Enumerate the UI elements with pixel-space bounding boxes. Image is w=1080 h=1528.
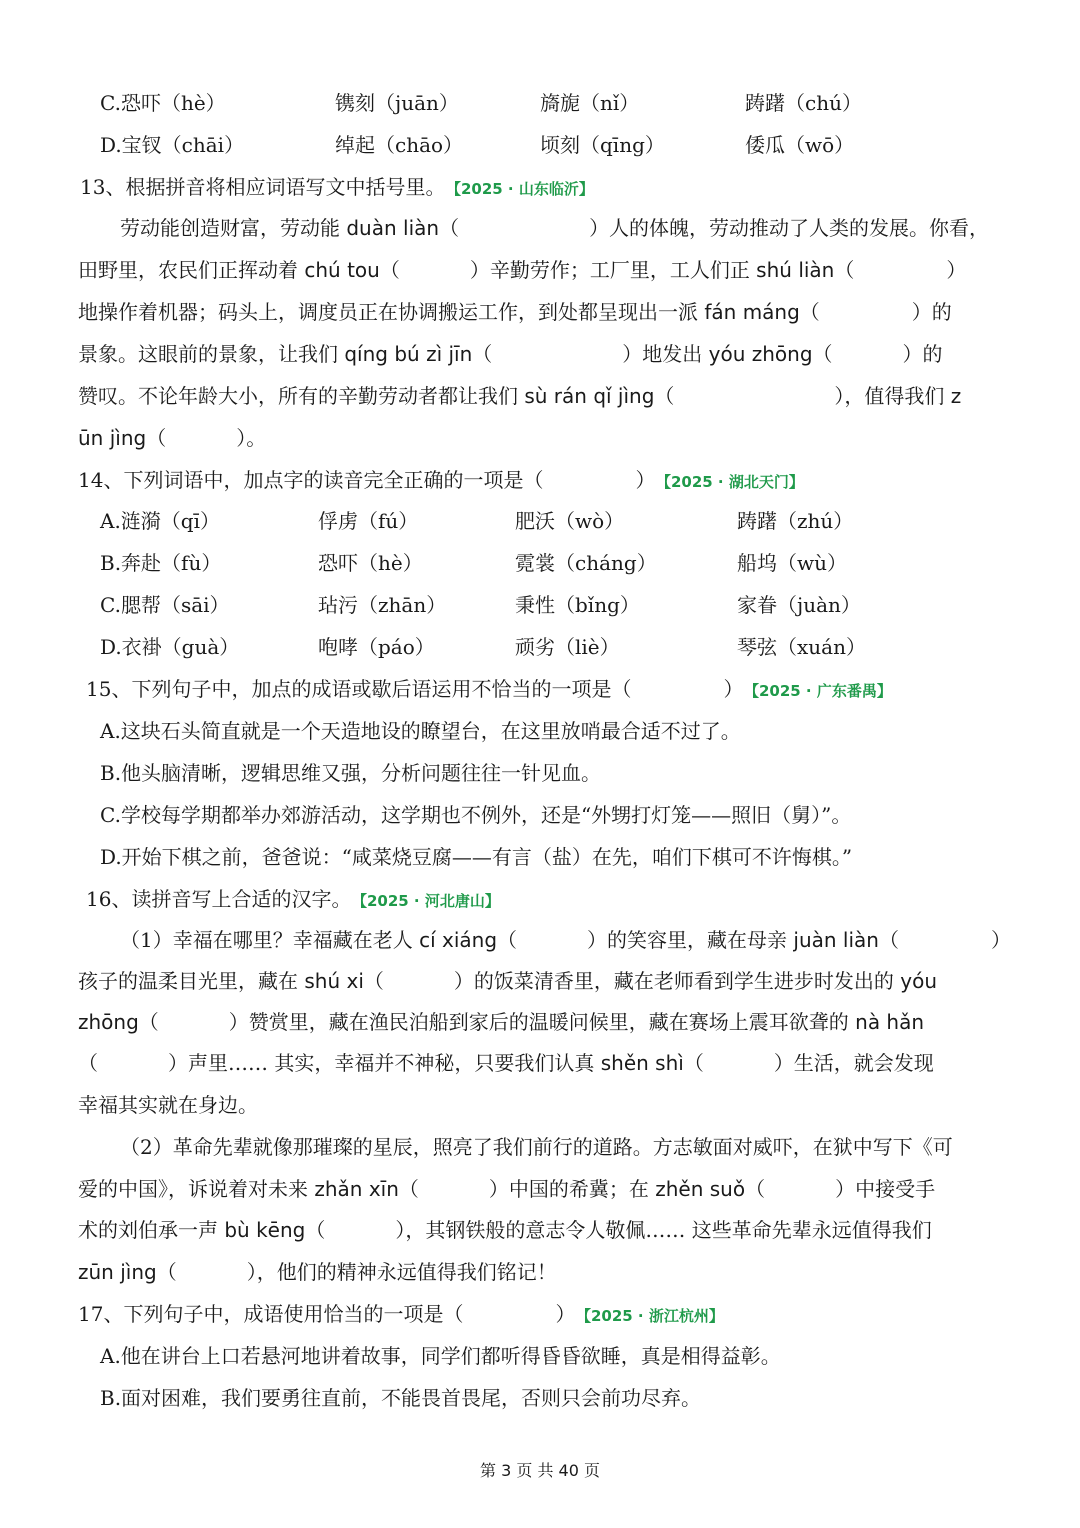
text: ）生活，就会发现 xyxy=(773,1051,934,1075)
q15-option-c: C.学校每学期都举办郊游活动，这学期也不例外，还是“外甥打灯笼——照旧（舅）”。 xyxy=(100,803,852,827)
pinyin: bù kēng xyxy=(218,1218,306,1242)
bracket: （ xyxy=(305,1218,326,1242)
q13-title-text: 13、根据拼音将相应词语写文中括号里。 xyxy=(80,175,446,199)
text: ）。 xyxy=(236,426,267,450)
pinyin: sù rán qǐ jìng xyxy=(518,384,655,408)
text: 术的刘伯承一声 xyxy=(78,1218,218,1242)
q13-line-1 xyxy=(120,213,989,243)
pinyin: yóu xyxy=(893,969,937,993)
q14-option-c-2: 玷污（zhān） xyxy=(318,593,447,617)
text: 幸福其实就在身边。 xyxy=(78,1093,258,1117)
text: ）人的体魄，劳动推动了人类的发展。你看， xyxy=(589,216,990,240)
bracket: ） xyxy=(946,258,967,282)
q12-option-d-3: 顷刻（qīng） xyxy=(540,133,665,157)
q13-line-3 xyxy=(78,297,952,327)
pinyin: yóu zhōng xyxy=(702,342,813,366)
q12-option-c-3: 旖旎（nǐ） xyxy=(540,91,640,115)
q16-p2-line-2 xyxy=(78,1174,935,1204)
pinyin: cí xiáng xyxy=(412,928,498,952)
q16-title-text: 16、读拼音写上合适的汉字。 xyxy=(86,887,352,911)
pinyin: zhěn suǒ xyxy=(648,1177,746,1201)
q14-option-a-1: A.涟漪（qī） xyxy=(100,509,220,533)
text: ）的 xyxy=(902,342,943,366)
text: ）声里…… 其实，幸福并不神秘，只要我们认真 xyxy=(168,1051,595,1075)
text: ）辛勤劳作；工厂里，工人们正 xyxy=(469,258,750,282)
text: ）中国的希冀；在 xyxy=(488,1177,649,1201)
q14-option-d-3: 顽劣（liè） xyxy=(515,635,620,659)
pinyin: qíng bú zì jīn xyxy=(338,342,473,366)
q14-option-b-3: 霓裳（cháng） xyxy=(515,551,657,575)
pinyin: nà hǎn xyxy=(848,1010,925,1034)
text: ）中接受手 xyxy=(835,1177,936,1201)
pinyin: shú liàn xyxy=(749,258,835,282)
q12-option-c-4: 踌躇（chú） xyxy=(745,91,862,115)
bracket: ） xyxy=(990,928,1011,952)
text: 赞叹。不论年龄大小，所有的辛勤劳动者都让我们 xyxy=(78,384,518,408)
q15-option-a: A.这块石头简直就是一个天造地设的瞭望台，在这里放哨最合适不过了。 xyxy=(100,719,741,743)
bracket: （ xyxy=(878,928,899,952)
page-footer: 第 3 页 共 40 页 xyxy=(480,1461,600,1480)
q14-option-b-1: B.奔赴（fù） xyxy=(100,551,222,575)
q13-line-6 xyxy=(78,423,266,453)
text: ）地发出 xyxy=(622,342,703,366)
text: ），值得我们 xyxy=(834,384,945,408)
q13-source-tag: 【2025 · 山东临沂】 xyxy=(453,180,594,198)
q16-p2-line-4 xyxy=(78,1257,557,1287)
text: 孩子的温柔目光里，藏在 xyxy=(78,969,298,993)
bracket: ） xyxy=(555,1302,576,1326)
pinyin: zhǎn xīn xyxy=(308,1177,399,1201)
q14-option-d-1: D.衣褂（guà） xyxy=(100,635,240,659)
bracket: （ xyxy=(497,928,518,952)
q16-p1-line-1 xyxy=(120,925,1011,955)
bracket: （ xyxy=(439,216,460,240)
text: ），他们的精神永远值得我们铭记！ xyxy=(246,1260,557,1284)
q17-source-tag: 【2025 · 浙江杭州】 xyxy=(583,1307,724,1325)
q15-title xyxy=(86,674,892,706)
pinyin: zūn jìng xyxy=(78,1260,157,1284)
text: ）的 xyxy=(911,300,952,324)
q14-source-tag: 【2025 · 湖北天门】 xyxy=(663,473,804,491)
q14-title-text: 14、下列词语中，加点字的读音完全正确的一项是（ xyxy=(78,468,544,492)
q12-option-d-2: 绰起（chāo） xyxy=(335,133,464,157)
text: ）的笑容里，藏在母亲 xyxy=(587,928,788,952)
pinyin: ūn jìng xyxy=(78,426,147,450)
pinyin: shěn shì xyxy=(594,1051,684,1075)
q13-title xyxy=(80,172,594,204)
q15-source-tag: 【2025 · 广东番禺】 xyxy=(751,682,892,700)
bracket: （ xyxy=(799,300,820,324)
bracket: （ xyxy=(138,1010,159,1034)
q14-option-d-4: 琴弦（xuán） xyxy=(737,635,866,659)
pinyin: juàn liàn xyxy=(787,928,879,952)
q17-title xyxy=(78,1299,724,1331)
pinyin: shú xi xyxy=(298,969,364,993)
pinyin: duàn liàn xyxy=(340,216,440,240)
bracket: （ xyxy=(78,1051,98,1075)
pinyin: z xyxy=(944,384,962,408)
q13-line-2 xyxy=(78,255,966,285)
bracket: （ xyxy=(398,1177,419,1201)
q14-title xyxy=(78,465,804,497)
q16-p1-line-2 xyxy=(78,966,937,996)
bracket: （ xyxy=(683,1051,704,1075)
pinyin: fán máng xyxy=(698,300,800,324)
text: （1）幸福在哪里？幸福藏在老人 xyxy=(120,928,413,952)
bracket: （ xyxy=(472,342,493,366)
q12-option-d-1: D.宝钗（chāi） xyxy=(100,133,245,157)
q16-p2-line-3 xyxy=(78,1215,932,1245)
text: 劳动能创造财富，劳动能 xyxy=(120,216,340,240)
q14-option-a-2: 俘虏（fú） xyxy=(318,509,419,533)
q12-option-d-4: 倭瓜（wō） xyxy=(745,133,855,157)
q14-option-c-1: C.腮帮（sāi） xyxy=(100,593,230,617)
q17-option-b: B.面对困难，我们要勇往直前，不能畏首畏尾，否则只会前功尽弃。 xyxy=(100,1386,702,1410)
text: ）的饭菜清香里，藏在老师看到学生进步时发出的 xyxy=(453,969,894,993)
q15-option-d: D.开始下棋之前，爸爸说：“咸菜烧豆腐——有言（盐）在先，咱们下棋可不许悔棋。” xyxy=(100,845,853,869)
bracket: （ xyxy=(654,384,675,408)
bracket: （ xyxy=(156,1260,177,1284)
q16-p1-line-4 xyxy=(78,1048,934,1078)
q16-p2-line-1 xyxy=(120,1132,953,1162)
q14-option-c-3: 秉性（bǐng） xyxy=(515,593,640,617)
bracket: （ xyxy=(363,969,384,993)
bracket: （ xyxy=(834,258,855,282)
bracket: ） xyxy=(723,677,744,701)
text: ），其钢铁般的意志令人敬佩…… 这些革命先辈永远值得我们 xyxy=(395,1218,932,1242)
q13-line-4 xyxy=(78,339,943,369)
bracket: （ xyxy=(745,1177,766,1201)
text: 田野里，农民们正挥动着 xyxy=(78,258,298,282)
q14-option-b-4: 船坞（wù） xyxy=(737,551,847,575)
bracket: ） xyxy=(635,468,656,492)
q17-option-a: A.他在讲台上口若悬河地讲着故事，同学们都听得昏昏欲睡，真是相得益彰。 xyxy=(100,1344,781,1368)
q12-option-c-1: C.恐吓（hè） xyxy=(100,91,226,115)
q13-line-5 xyxy=(78,381,961,411)
q12-option-c-2: 镌刻（juān） xyxy=(335,91,459,115)
q14-option-a-4: 踌躇（zhú） xyxy=(737,509,854,533)
bracket: （ xyxy=(812,342,833,366)
q14-option-c-4: 家眷（juàn） xyxy=(737,593,861,617)
text: （2）革命先辈就像那璀璨的星辰，照亮了我们前行的道路。方志敏面对威吓，在狱中写下《可 xyxy=(120,1135,953,1159)
text: 爱的中国》，诉说着对未来 xyxy=(78,1177,308,1201)
bracket: （ xyxy=(146,426,167,450)
q14-option-b-2: 恐吓（hè） xyxy=(318,551,423,575)
q16-p1-line-5 xyxy=(78,1090,258,1120)
q14-option-d-2: 咆哮（páo） xyxy=(318,635,435,659)
q17-title-text: 17、下列句子中，成语使用恰当的一项是（ xyxy=(78,1302,464,1326)
pinyin: zhōng xyxy=(78,1010,139,1034)
q15-title-text: 15、下列句子中，加点的成语或歇后语运用不恰当的一项是（ xyxy=(86,677,632,701)
pinyin: chú tou xyxy=(298,258,380,282)
text: 景象。这眼前的景象，让我们 xyxy=(78,342,338,366)
q15-option-b: B.他头脑清晰，逻辑思维又强，分析问题往往一针见血。 xyxy=(100,761,602,785)
bracket: （ xyxy=(379,258,400,282)
q16-title xyxy=(86,884,500,916)
text: ）赞赏里，藏在渔民泊船到家后的温暖问候里，藏在赛场上震耳欲聋的 xyxy=(228,1010,849,1034)
q14-option-a-3: 肥沃（wò） xyxy=(515,509,625,533)
q16-p1-line-3 xyxy=(78,1007,924,1037)
text: 地操作着机器；码头上，调度员正在协调搬运工作，到处都呈现出一派 xyxy=(78,300,698,324)
q16-source-tag: 【2025 · 河北唐山】 xyxy=(359,892,500,910)
